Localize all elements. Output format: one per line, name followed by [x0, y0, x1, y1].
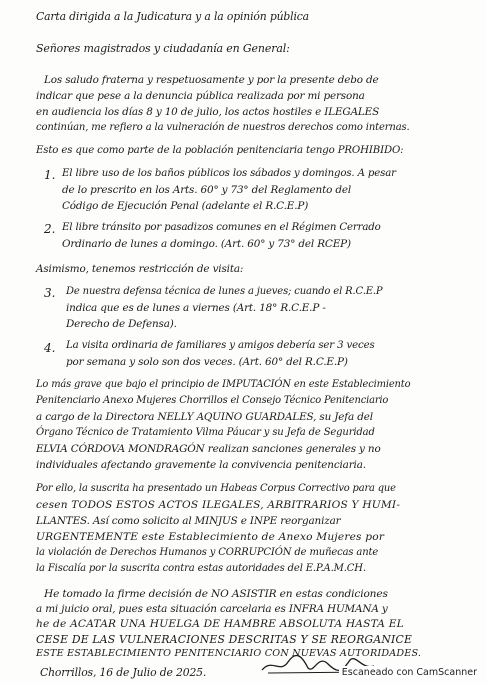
habeas-paragraph-line: la Fiscalía por la suscrita contra estas autoridades del E.P.A.M.CH. [36, 563, 366, 574]
intro-line: continúan, me refiero a la vulneración de nuestros derechos como internas. [36, 122, 410, 133]
item-line: Derecho de Defensa). [66, 318, 177, 330]
letter-title: Carta dirigida a la Judicatura y a la opinión pública [36, 10, 309, 23]
prohibited-intro: Esto es que como parte de la población penitenciaria tengo PROHIBIDO: [36, 145, 404, 156]
item-line: Código de Ejecución Penal (adelante el R.C.E.P) [62, 200, 309, 212]
decision-paragraph-line: CESE DE LAS VULNERACIONES DESCRITAS Y SE REORGANICE [36, 633, 413, 646]
grave-paragraph-line: Órgano Técnico de Tratamiento Vilma Páucar y su Jefa de Seguridad [36, 427, 375, 438]
intro-line: Los saludo fraterna y respetuosamente y por la presente debo de [44, 74, 379, 86]
intro-line: indicar que pese a la denuncia pública realizada por mi persona [36, 90, 365, 102]
decision-paragraph-line: ESTE ESTABLECIMIENTO PENITENCIARIO CON NUEVAS AUTORIDADES. [36, 648, 422, 659]
habeas-paragraph-line: LLANTES. Así como solicito al MINJUS e INPE reorganizar [36, 515, 341, 527]
item-line: de lo prescrito en los Arts. 60° y 73° del Reglamento del [62, 184, 352, 196]
grave-paragraph-line: Penitenciario Anexo Mujeres Chorrillos el Consejo Técnico Penitenciario [36, 395, 389, 406]
habeas-paragraph-line: URGENTEMENTE este Establecimiento de Anexo Mujeres por [36, 531, 385, 543]
grave-paragraph-line: Lo más grave que bajo el principio de IMPUTACIÓN en este Establecimiento [36, 379, 411, 390]
item-line: indica que es de lunes a viernes (Art. 18° R.C.E.P - [66, 302, 326, 314]
decision-paragraph-line: a mi juicio oral, pues esta situación carcelaria es INFRA HUMANA y [36, 603, 388, 615]
item-number: 4. [44, 341, 56, 355]
item-line: por semana y solo son dos veces. (Art. 60° del R.C.E.P) [66, 356, 348, 368]
item-line: El libre tránsito por pasadizos comunes en el Régimen Cerrado [62, 222, 381, 233]
decision-paragraph-line: he de ACATAR UNA HUELGA DE HAMBRE ABSOLUTA HASTA EL [36, 618, 404, 630]
item-number: 2. [44, 222, 56, 236]
habeas-paragraph-line: cesen TODOS ESTOS ACTOS ILEGALES, ARBITRARIOS Y HUMI- [36, 499, 401, 511]
decision-paragraph-line: He tomado la firme decisión de NO ASISTIR en estas condiciones [44, 588, 388, 600]
habeas-paragraph-line: Por ello, la suscrita ha presentado un Habeas Corpus Correctivo para que [36, 483, 396, 494]
item-line: Ordinario de lunes a domingo. (Art. 60° y 73° del RCEP) [62, 238, 351, 250]
grave-paragraph-line: ELVIA CÓRDOVA MONDRAGÓN realizan sanciones generales y no [36, 443, 381, 455]
grave-paragraph-line: individuales afectando gravemente la convivencia penitenciaria. [36, 459, 366, 471]
item-number: 1. [44, 168, 56, 182]
item-line: El libre uso de los baños públicos los sábados y domingos. A pesar [62, 168, 396, 179]
place-date: Chorrillos, 16 de Julio de 2025. [40, 666, 207, 679]
letter-greeting: Señores magistrados y ciudadanía en General: [36, 42, 290, 55]
grave-paragraph-line: a cargo de la Directora NELLY AQUINO GUARDALES, su Jefa del [36, 411, 373, 423]
item-number: 3. [44, 286, 56, 300]
restriction-intro: Asimismo, tenemos restricción de visita: [36, 263, 244, 275]
intro-line: en audiencia los días 8 y 10 de julio, los actos hostiles e ILEGALES [36, 106, 380, 118]
item-line: De nuestra defensa técnica de lunes a jueves; cuando el R.C.E.P [66, 286, 383, 297]
item-line: La visita ordinaria de familiares y amigos debería ser 3 veces [66, 340, 375, 351]
scanner-watermark: Escaneado con CamScanner [339, 666, 480, 679]
habeas-paragraph-line: la violación de Derechos Humanos y CORRUPCIÓN de muñecas ante [36, 547, 379, 558]
